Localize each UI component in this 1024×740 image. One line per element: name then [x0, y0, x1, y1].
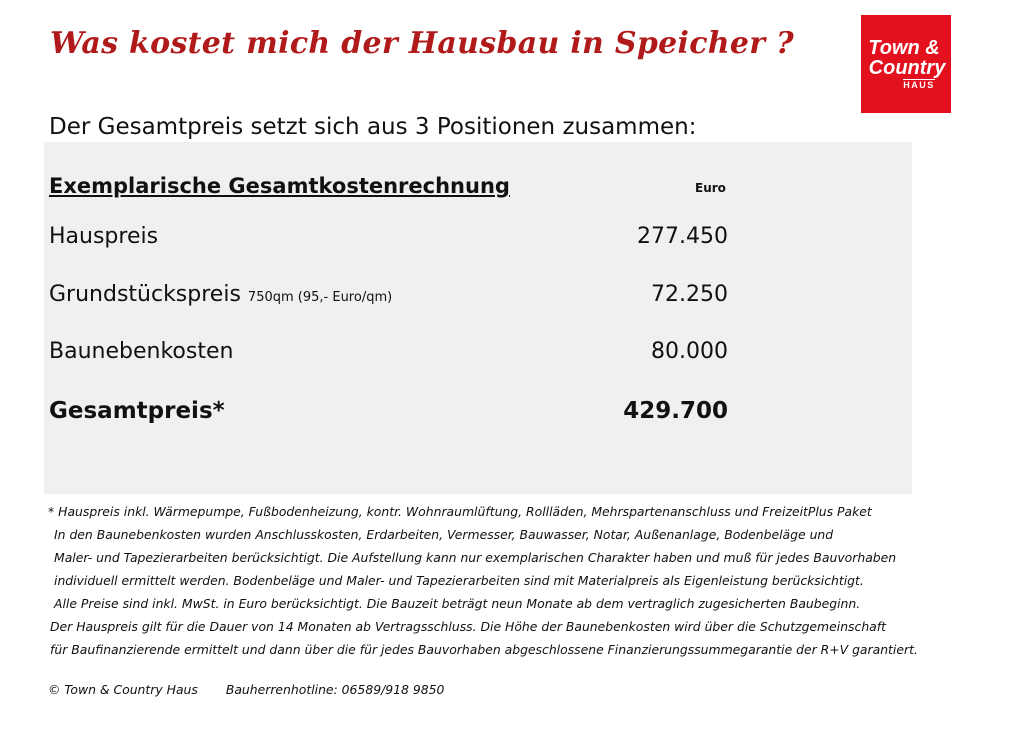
- row-label-grundstueckspreis: [49, 282, 392, 307]
- total-label: [49, 398, 225, 424]
- footnotes: [48, 500, 918, 661]
- footnote-line: Der Hauspreis gilt für die Dauer von 14 Monaten ab Vertragsschluss. Die Höhe der Baunebenkosten wird über die Schutzgemeinschaft: [50, 619, 886, 634]
- logo-text-country: Country: [868, 57, 946, 79]
- footnote-line: Alle Preise sind inkl. MwSt. in Euro berücksichtigt. Die Bauzeit beträgt neun Monate ab dem vertraglich zugesicherten Baubeginn.: [54, 596, 861, 611]
- footnote-line: individuell ermittelt werden. Bodenbeläge und Maler- und Tapezierarbeiten sind mit Materialpreis als Eigenleistung berücksichtigt.: [54, 573, 864, 588]
- page-title: Was kostet mich der Hausbau in Speicher ?: [50, 26, 794, 61]
- row-label-text: Grundstückspreis: [49, 282, 241, 307]
- footnote-line: * Hauspreis inkl. Wärmepumpe, Fußbodenheizung, kontr. Wohnraumlüftung, Rollläden, Mehrspartenanschluss und FreizeitPlus Paket: [48, 504, 872, 519]
- footnote-line: für Baufinanzierende ermittelt und dann über die für jedes Bauvorhaben abgeschlossene Finanzierungssummegarantie der R+V garantiert.: [50, 642, 918, 657]
- copyright-text: © Town & Country Haus: [48, 682, 198, 697]
- row-label-baunebenkosten: [49, 339, 233, 364]
- row-label-hauspreis: [49, 224, 158, 249]
- row-label-text: Hauspreis: [49, 224, 159, 249]
- row-value-baunebenkosten: 80.000: [651, 339, 728, 364]
- town-country-logo: [861, 15, 951, 113]
- row-value-hauspreis: 277.450: [637, 224, 728, 249]
- cost-calculation-panel: [44, 142, 912, 494]
- row-value-grundstueckspreis: 72.250: [651, 282, 728, 307]
- intro-text: Der Gesamtpreis setzt sich aus 3 Positionen zusammen:: [49, 114, 697, 140]
- footnote-line: In den Baunebenkosten wurden Anschlusskosten, Erdarbeiten, Vermesser, Bauwasser, Notar, Außenanlage, Bodenbeläge und: [54, 527, 834, 542]
- row-label-text: Baunebenkosten: [49, 339, 234, 364]
- calculation-heading: Exemplarische Gesamtkostenrechnung: [49, 174, 510, 198]
- currency-label: Euro: [695, 181, 726, 195]
- hotline-text: Bauherrenhotline: 06589/918 9850: [225, 682, 445, 697]
- total-label-text: Gesamtpreis*: [49, 398, 225, 424]
- logo-text-haus: HAUS: [903, 80, 935, 90]
- footer: [48, 682, 444, 697]
- total-value: 429.700: [623, 398, 728, 424]
- footnote-line: Maler- und Tapezierarbeiten berücksichtigt. Die Aufstellung kann nur exemplarischen Charakter haben und muß für jedes Bauvorhaben: [54, 550, 897, 565]
- logo-text-town: Town &: [868, 37, 940, 59]
- row-note: 750qm (95,- Euro/qm): [247, 290, 393, 305]
